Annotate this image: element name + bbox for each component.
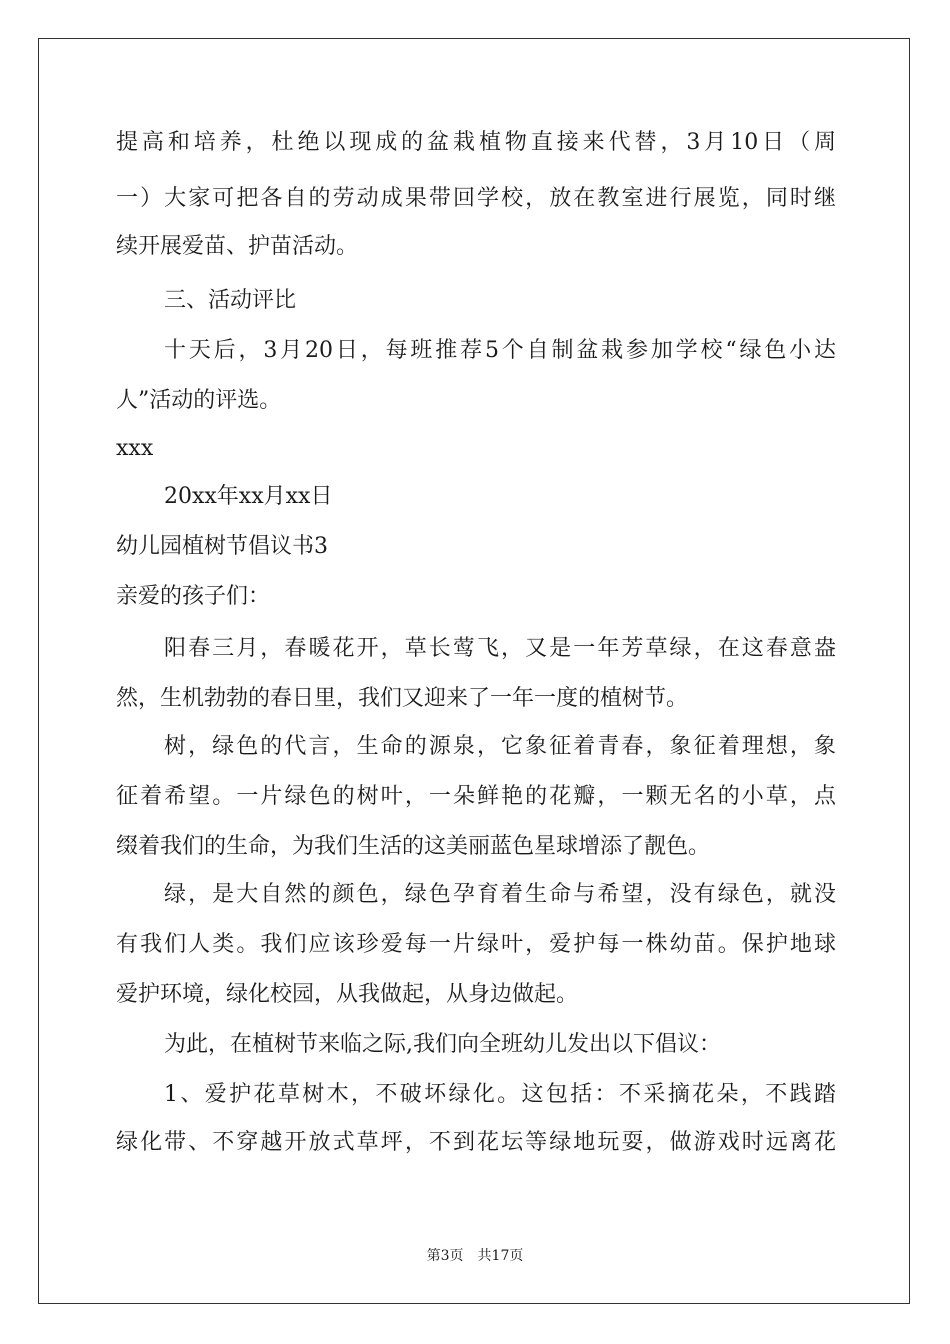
body-line: 有我们人类。我们应该珍爱每一片绿叶，爱护每一株幼苗。保护地球 xyxy=(116,932,836,957)
body-line: 一）大家可把各自的劳动成果带回学校，放在教室进行展览，同时继 xyxy=(116,186,836,211)
signature-date: 20xx年xx月xx日 xyxy=(164,484,333,509)
body-line: 续开展爱苗、护苗活动。 xyxy=(116,234,359,259)
salutation: 亲爱的孩子们： xyxy=(116,584,271,609)
body-line: 1、爱护花草树木，不破坏绿化。这包括：不采摘花朵，不践踏 xyxy=(164,1082,836,1107)
body-line: 绿化带、不穿越开放式草坪，不到花坛等绿地玩耍，做游戏时远离花 xyxy=(116,1130,836,1155)
page-total: 共17页 xyxy=(477,1248,524,1264)
body-line: 提高和培养，杜绝以现成的盆栽植物直接来代替，3月10日（周 xyxy=(116,130,836,155)
signature-name: xxx xyxy=(116,436,154,461)
body-line: 为此，在植树节来临之际,我们向全班幼儿发出以下倡议： xyxy=(164,1032,721,1057)
body-line: 树，绿色的代言，生命的源泉，它象征着青春，象征着理想，象 xyxy=(164,734,836,759)
page-border xyxy=(38,38,910,1304)
body-line: 十天后，3月20日，每班推荐5个自制盆栽参加学校“绿色小达 xyxy=(164,338,836,363)
body-line: 然，生机勃勃的春日里，我们又迎来了一年一度的植树节。 xyxy=(116,686,689,711)
body-line: 阳春三月，春暖花开，草长莺飞，又是一年芳草绿，在这春意盎 xyxy=(164,636,836,661)
section-heading: 三、活动评比 xyxy=(164,288,297,313)
document-title: 幼儿园植树节倡议书3 xyxy=(116,534,328,559)
page-number: 第3页 xyxy=(426,1248,464,1264)
body-line: 征着希望。一片绿色的树叶，一朵鲜艳的花瓣，一颗无名的小草，点 xyxy=(116,784,836,809)
page-footer xyxy=(0,1246,950,1266)
body-line: 缀着我们的生命，为我们生活的这美丽蓝色星球增添了靓色。 xyxy=(116,834,711,859)
body-line: 爱护环境，绿化校园，从我做起，从身边做起。 xyxy=(116,982,579,1007)
body-line: 绿，是大自然的颜色，绿色孕育着生命与希望，没有绿色，就没 xyxy=(164,882,836,907)
body-line: 人”活动的评选。 xyxy=(116,388,282,413)
